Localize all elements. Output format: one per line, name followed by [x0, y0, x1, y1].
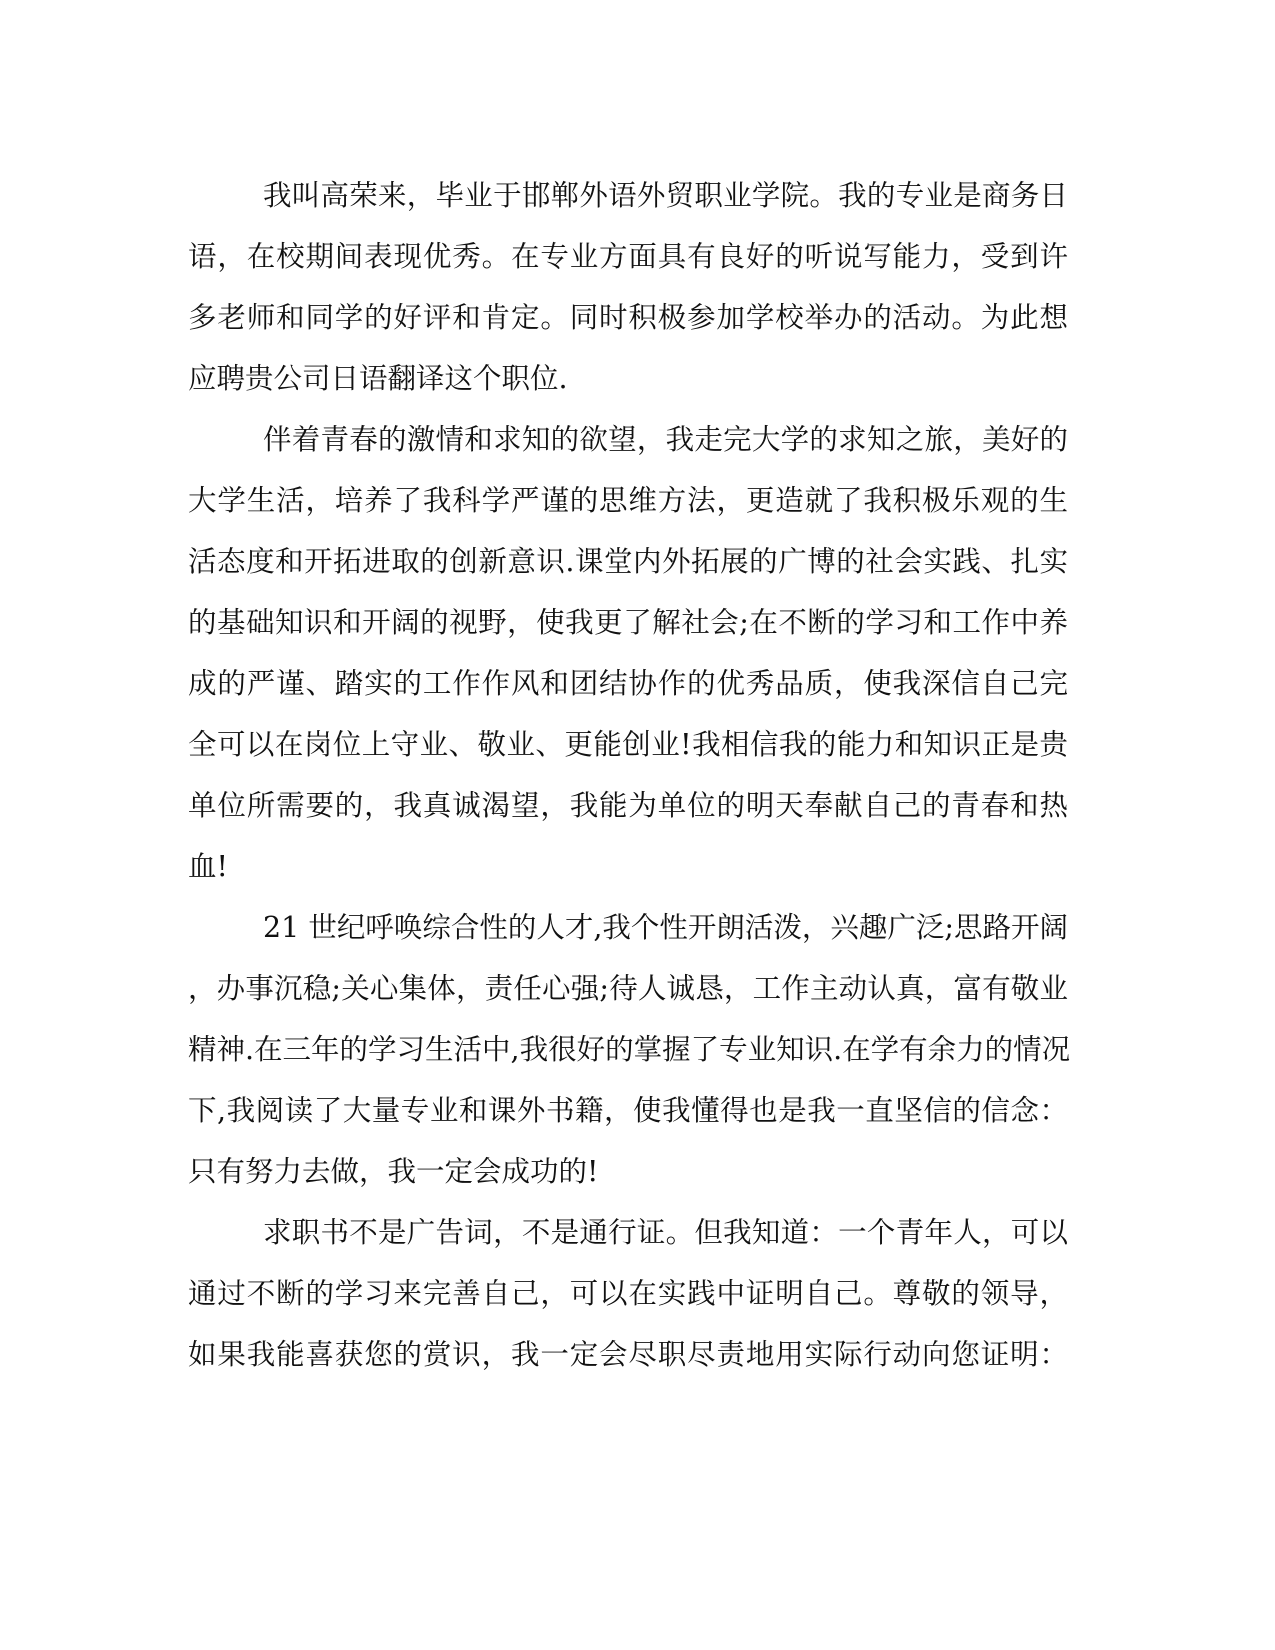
text-line: ，办事沉稳;关心集体，责任心强;待人诚恳，工作主动认真，富有敬业: [188, 972, 1068, 1005]
paragraph-2: [188, 409, 1068, 897]
text-line: 应聘贵公司日语翻译这个职位.: [188, 362, 568, 395]
paragraph-1: [188, 165, 1068, 409]
document-body: [188, 165, 1071, 1385]
text-line: 伴着青春的激情和求知的欲望，我走完大学的求知之旅，美好的: [263, 423, 1068, 456]
text-line: 语，在校期间表现优秀。在专业方面具有良好的听说写能力，受到许: [188, 240, 1068, 273]
paragraph-3: [188, 897, 1071, 1202]
text-line: 大学生活，培养了我科学严谨的思维方法，更造就了我积极乐观的生: [188, 484, 1068, 517]
text-line: 单位所需要的，我真诚渴望，我能为单位的明天奉献自己的青春和热: [188, 789, 1068, 822]
text-line: 求职书不是广告词，不是通行证。但我知道：一个青年人，可以: [263, 1216, 1068, 1249]
text-line: 多老师和同学的好评和肯定。同时积极参加学校举办的活动。为此想: [188, 301, 1068, 334]
text-line: 21 世纪呼唤综合性的人才,我个性开朗活泼，兴趣广泛;思路开阔: [263, 911, 1068, 944]
text-line: 精神.在三年的学习生活中,我很好的掌握了专业知识.在学有余力的情况: [188, 1033, 1071, 1066]
text-line: 活态度和开拓进取的创新意识.课堂内外拓展的广博的社会实践、扎实: [188, 545, 1068, 578]
text-line: 下,我阅读了大量专业和课外书籍，使我懂得也是我一直坚信的信念：: [188, 1094, 1068, 1127]
text-line: 我叫高荣来，毕业于邯郸外语外贸职业学院。我的专业是商务日: [263, 179, 1068, 212]
text-line: 的基础知识和开阔的视野，使我更了解社会;在不断的学习和工作中养: [188, 606, 1068, 639]
text-line: 如果我能喜获您的赏识，我一定会尽职尽责地用实际行动向您证明：: [188, 1338, 1068, 1371]
paragraph-4: [188, 1202, 1068, 1385]
text-line: 成的严谨、踏实的工作作风和团结协作的优秀品质，使我深信自己完: [188, 667, 1068, 700]
text-line: 全可以在岗位上守业、敬业、更能创业!我相信我的能力和知识正是贵: [188, 728, 1068, 761]
text-line: 血!: [188, 850, 228, 883]
text-line: 通过不断的学习来完善自己，可以在实践中证明自己。尊敬的领导，: [188, 1277, 1068, 1310]
text-line: 只有努力去做，我一定会成功的!: [188, 1155, 599, 1188]
